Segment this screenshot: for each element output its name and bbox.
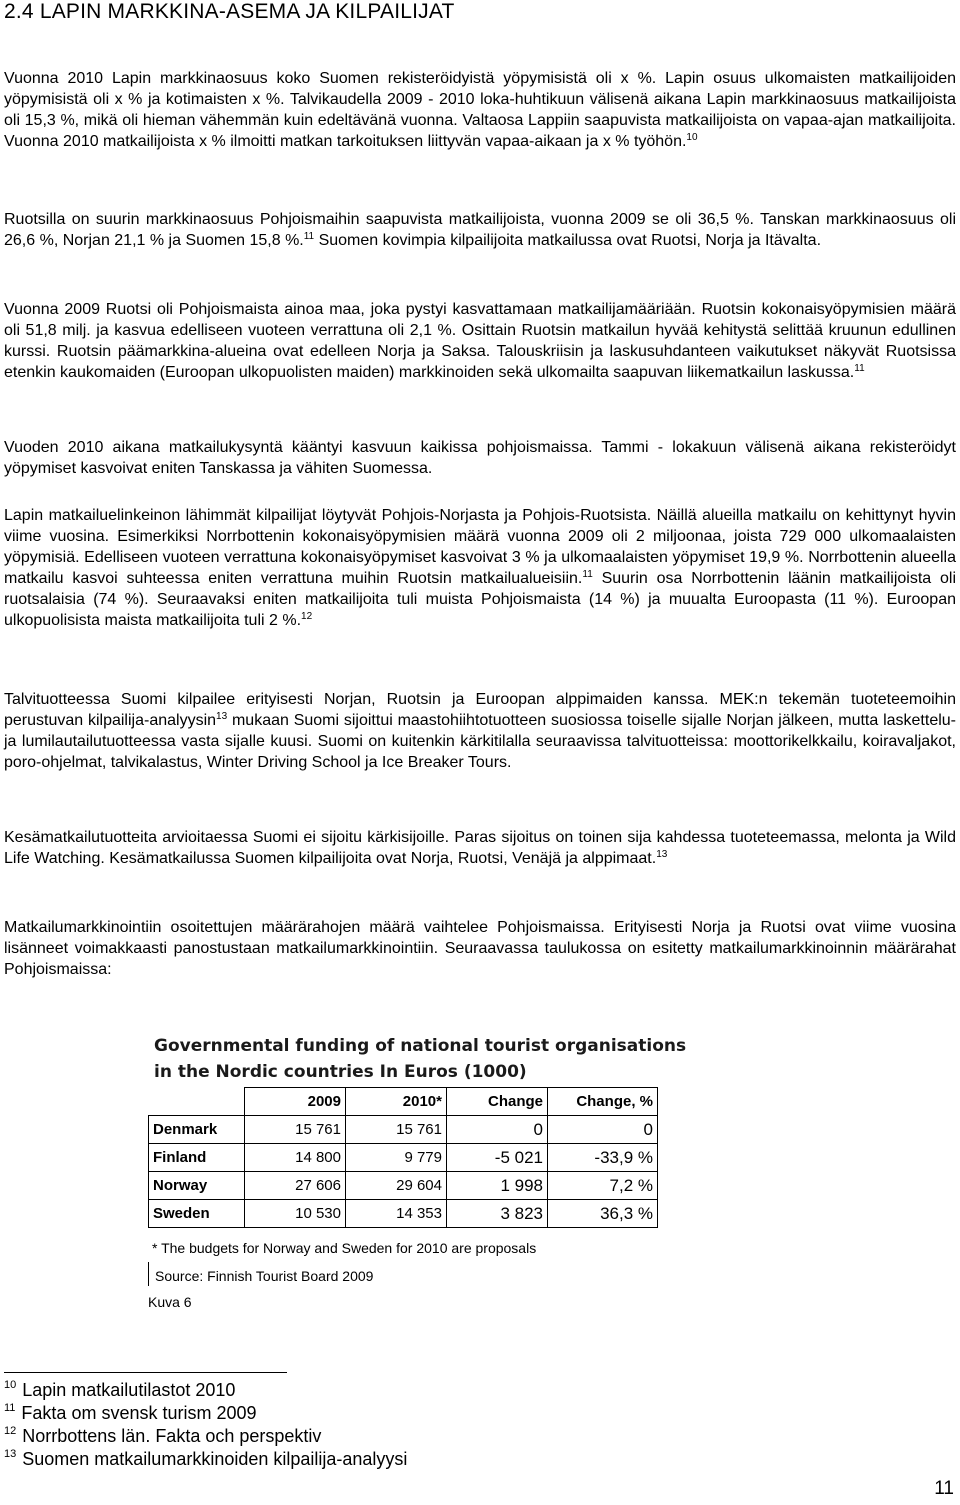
footnote bbox=[4, 1402, 407, 1425]
change-cell: 1 998 bbox=[447, 1172, 548, 1200]
country-cell: Finland bbox=[149, 1144, 245, 1172]
footnote-ref[interactable]: 11 bbox=[303, 231, 315, 242]
paragraph-text: mukaan Suomi sijoittui maastohiihtotuotteen suosiossa toiselle sijalle Norjan jälkeen, mutta laskettelu- ja lumilautailutuotteessa vasta sijalle kuusi. Suomi on kuitenkin kärkitilalla seuraavissa talvituotteissa: moottorikelkkailu, koiravaljakot, poro-ohjelmat, talvikalastus, Winter Driving School ja Ice Breaker Tours. bbox=[4, 712, 956, 771]
footnote-ref[interactable]: 11 bbox=[854, 363, 865, 374]
column-header: Change, % bbox=[548, 1088, 658, 1116]
footnote-number: 13 bbox=[4, 1448, 17, 1460]
footnote-number: 12 bbox=[4, 1425, 17, 1437]
footnote-text: Suomen matkailumarkkinoiden kilpailija-analyysi bbox=[22, 1449, 408, 1469]
column-header: 2009 bbox=[245, 1088, 346, 1116]
table-note: * The budgets for Norway and Sweden for 2010 are proposals bbox=[152, 1240, 537, 1256]
paragraph-text: Vuonna 2009 Ruotsi oli Pohjoismaista ainoa maa, joka pystyi kasvattamaan matkailijamääriään. Ruotsin kokonaisyöpymisien määrä oli 51,8 milj. ja kasvua edelliseen vuoteen verrattuna oli 2,1 %. Osittain Ruotsin matkailun hyvää kehitystä selittää kruunun edullinen kurssi. Ruotsin päämarkkina-alueina ovat edelleen Norja ja Saksa. Talouskriisin ja laskusuhdanteen vaikutukset näkyvät Ruotsissa etenkin kaukomaiden (Euroopan ulkopuolisten maiden) markkinoiden sekä ulkomailta saapuvan liikematkailun laskussa. bbox=[4, 301, 956, 381]
figure-caption: Kuva 6 bbox=[148, 1294, 192, 1310]
paragraph-text: Matkailumarkkinointiin osoitettujen määrärahojen määrä vaihtelee Pohjoismaissa. Erityisesti Norja ja Ruotsi ovat viime vuosina lisänneet voimakkaasti panostustaan matkailumarkkinointiin. Seuraavassa taulukossa on esitetty matkailumarkkinoinnin määrärahat Pohjoismaissa: bbox=[4, 919, 956, 978]
change-cell: 0 bbox=[447, 1116, 548, 1144]
column-header: Change bbox=[447, 1088, 548, 1116]
footnote-text: Norrbottens län. Fakta och perspektiv bbox=[22, 1426, 322, 1446]
paragraph-text: Vuoden 2010 aikana matkailukysyntä kääntyi kasvuun kaikissa pohjoismaissa. Tammi - lokakuun välisenä aikana rekisteröidyt yöpymiset kasvoivat eniten Tanskassa ja vähiten Suomessa. bbox=[4, 439, 956, 477]
paragraph-sweden bbox=[4, 299, 956, 383]
table-title-line: Governmental funding of national tourist organisations bbox=[154, 1036, 687, 1056]
paragraph-market-share bbox=[4, 68, 956, 152]
change-pct-cell: 0 bbox=[548, 1116, 658, 1144]
value-2009-cell: 15 761 bbox=[245, 1116, 346, 1144]
footnote-ref[interactable]: 10 bbox=[686, 132, 698, 143]
value-2009-cell: 14 800 bbox=[245, 1144, 346, 1172]
footnote-ref[interactable]: 13 bbox=[216, 711, 228, 722]
table-corner-cell bbox=[149, 1088, 245, 1116]
footnote-ref[interactable]: 13 bbox=[656, 849, 668, 860]
paragraph-nordic-share bbox=[4, 209, 956, 251]
footnote-number: 10 bbox=[4, 1379, 17, 1391]
paragraph-text: Ruotsilla on suurin markkinaosuus Pohjoismaihin saapuvista matkailijoista, vuonna 2009 se oli 36,5 %. Tanskan markkinaosuus oli 26,6 %, Norjan 21,1 % ja Suomen 15,8 %. bbox=[4, 211, 956, 249]
table-header-row bbox=[149, 1088, 658, 1116]
table-row bbox=[149, 1116, 658, 1144]
value-2009-cell: 10 530 bbox=[245, 1200, 346, 1228]
value-2009-cell: 27 606 bbox=[245, 1172, 346, 1200]
change-pct-cell: 7,2 % bbox=[548, 1172, 658, 1200]
footnote-text: Lapin matkailutilastot 2010 bbox=[22, 1380, 236, 1400]
change-cell: -5 021 bbox=[447, 1144, 548, 1172]
section-heading: 2.4 LAPIN MARKKINA-ASEMA JA KILPAILIJAT bbox=[4, 0, 455, 23]
change-cell: 3 823 bbox=[447, 1200, 548, 1228]
footnote-ref[interactable]: 12 bbox=[301, 611, 313, 622]
value-2010-cell: 15 761 bbox=[346, 1116, 447, 1144]
value-2010-cell: 29 604 bbox=[346, 1172, 447, 1200]
country-cell: Denmark bbox=[149, 1116, 245, 1144]
change-pct-cell: 36,3 % bbox=[548, 1200, 658, 1228]
paragraph-competitors bbox=[4, 505, 956, 631]
paragraph-marketing-funding bbox=[4, 917, 956, 980]
change-pct-cell: -33,9 % bbox=[548, 1144, 658, 1172]
table-title bbox=[154, 1033, 686, 1085]
paragraph-text: Suomen kovimpia kilpailijoita matkailussa ovat Ruotsi, Norja ja Itävalta. bbox=[314, 232, 822, 249]
footnote-number: 11 bbox=[4, 1402, 16, 1414]
country-cell: Sweden bbox=[149, 1200, 245, 1228]
table-title-line: in the Nordic countries In Euros (1000) bbox=[154, 1062, 527, 1082]
paragraph-text: Lapin matkailuelinkeinon lähimmät kilpailijat löytyvät Pohjois-Norjasta ja Pohjois-Ruotsista. Näillä alueilla matkailu on kehittynyt hyvin viime vuosina. Esimerkiksi Norrbottenin kokonaisyöpymisien määrä vuonna 2009 oli 2 miljoonaa, joista 729 000 ulkomaalaisten yöpymisiä. Edelliseen vuoteen verrattuna kokonaisyöpymiset kasvoivat 3 % ja ulkomaalaisten yöpymiset 19,9 %. Norrbottenin alueella matkailu kasvoi suhteessa eniten verrattuna muihin Ruotsin matkailualueisiin. bbox=[4, 507, 956, 587]
footnote-ref[interactable]: 11 bbox=[582, 569, 593, 580]
page-number: 11 bbox=[934, 1478, 954, 1499]
paragraph-text: Vuonna 2010 Lapin markkinaosuus koko Suomen rekisteröidyistä yöpymisistä oli x %. Lapin osuus ulkomaisten matkailijoiden yöpymisistä oli x % ja kotimaisten x %. Talvikaudella 2009 - 2010 loka-huhtikuun välisenä aikana Lapin markkinaosuus matkailijoista oli 15,3 %, mikä oli hieman vähemmän kuin edeltävänä vuonna. Valtaosa Lappiin saapuvista matkailijoista on vapaa-ajan matkailijoita. Vuonna 2010 matkailijoista x % ilmoitti matkan tarkoituksen liittyvän vapaa-aikaan ja x % työhön. bbox=[4, 70, 956, 150]
footnote bbox=[4, 1379, 407, 1402]
table-row bbox=[149, 1144, 658, 1172]
paragraph-text: Talvituotteessa Suomi kilpailee erityisesti Norjan, Ruotsin ja Euroopan alppimaiden kanssa. MEK:n tekemän tuoteteemoihin perustuvan kilpailija-analyysin bbox=[4, 691, 956, 729]
table-row bbox=[149, 1172, 658, 1200]
value-2010-cell: 14 353 bbox=[346, 1200, 447, 1228]
column-header: 2010* bbox=[346, 1088, 447, 1116]
footnotes bbox=[4, 1379, 407, 1471]
footnote-text: Fakta om svensk turism 2009 bbox=[21, 1403, 257, 1423]
table-source: Source: Finnish Tourist Board 2009 bbox=[148, 1262, 373, 1286]
table-row bbox=[149, 1200, 658, 1228]
paragraph-text: Suurin osa Norrbottenin läänin matkailijoista oli ruotsalaisia (74 %). Seuraavaksi eniten matkailijoita tuli muista Pohjoismaista (14 %) ja muualta Euroopasta (11 %). Euroopan ulkopuolisista maista matkailijoita tuli 2 %. bbox=[4, 570, 956, 629]
paragraph-summer-product bbox=[4, 827, 956, 869]
paragraph-winter-product bbox=[4, 689, 956, 773]
footnote bbox=[4, 1425, 407, 1448]
footnote bbox=[4, 1448, 407, 1471]
value-2010-cell: 9 779 bbox=[346, 1144, 447, 1172]
funding-table bbox=[148, 1087, 658, 1228]
paragraph-text: Kesämatkailutuotteita arvioitaessa Suomi ei sijoitu kärkisijoille. Paras sijoitus on toinen sija kahdessa tuoteteemassa, melonta ja Wild Life Watching. Kesämatkailussa Suomen kilpailijoita ovat Norja, Ruotsi, Venäjä ja alppimaat. bbox=[4, 829, 956, 867]
paragraph-demand-2010 bbox=[4, 437, 956, 479]
footnote-divider bbox=[4, 1372, 287, 1373]
country-cell: Norway bbox=[149, 1172, 245, 1200]
